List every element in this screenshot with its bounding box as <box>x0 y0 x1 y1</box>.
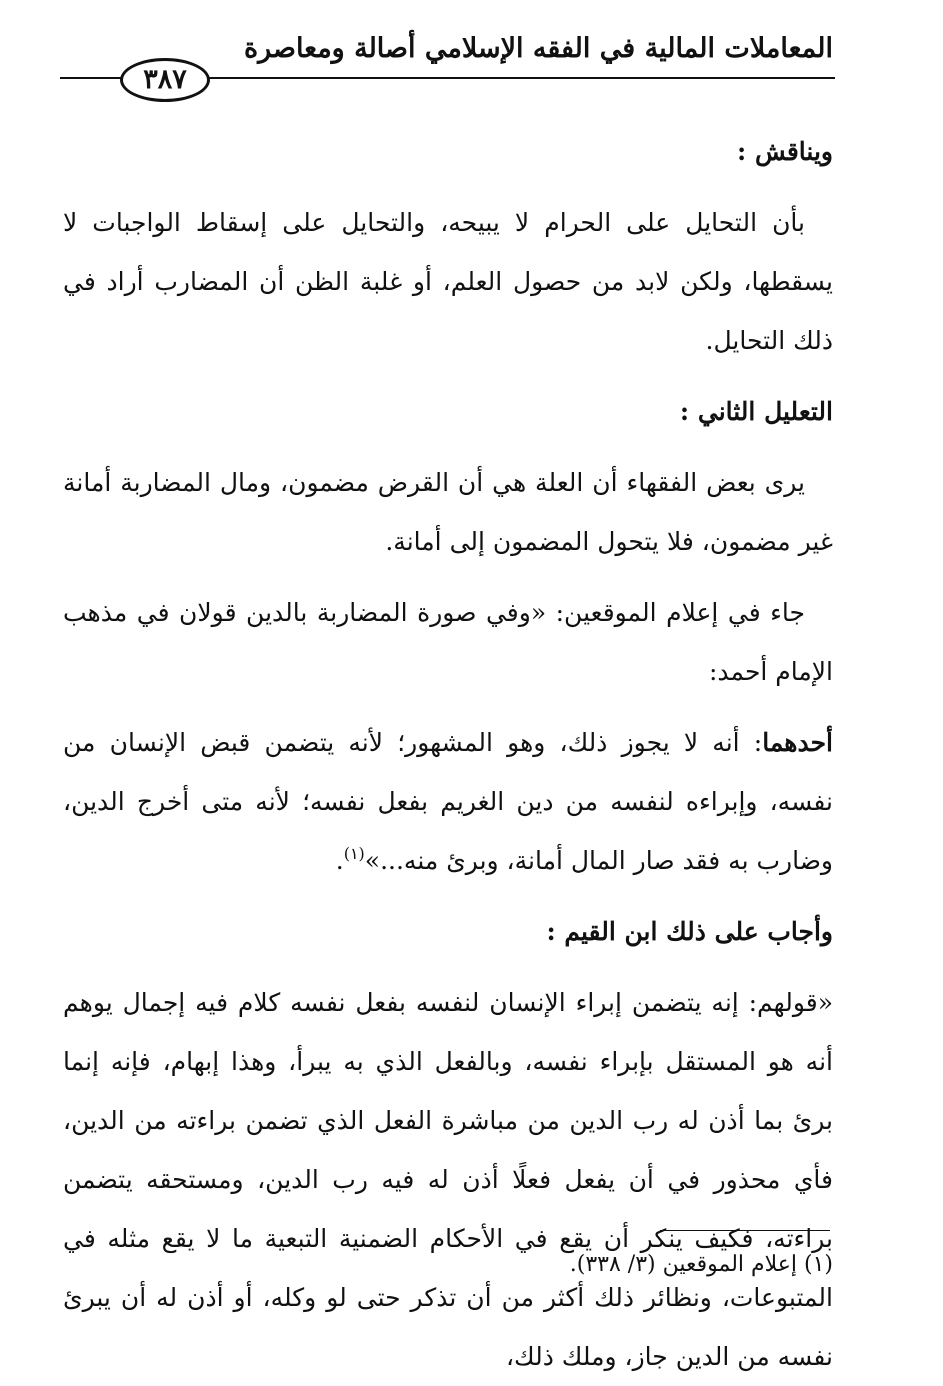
footnote-text: (١) إعلام الموقعين (٣/ ٣٣٨). <box>569 1252 833 1277</box>
heading-ibn-alqayyim-reply: وأجاب على ذلك ابن القيم : <box>546 917 833 946</box>
page-number-badge: ٣٨٧ <box>120 58 210 102</box>
first-opinion-text: : أنه لا يجوز ذلك، وهو المشهور؛ لأنه يتضمن قبض الإنسان من نفسه، وإبراءه لنفسه من دين الغريم بفعل نفسه؛ لأنه متى أخرج الدين، وضارب به فقد صار المال أمانة، وبرئ منه...» <box>63 728 833 875</box>
heading-second-reason: التعليل الثاني : <box>679 397 833 426</box>
running-header-title: المعاملات المالية في الفقه الإسلامي أصالة ومعاصرة <box>243 33 833 64</box>
paragraph-first-opinion <box>63 713 833 890</box>
page-body <box>63 122 833 1386</box>
heading-discussion: ويناقش : <box>737 137 833 166</box>
paragraph-discussion: بأن التحايل على الحرام لا يبيحه، والتحايل على إسقاط الواجبات لا يسقطها، ولكن لابد من حصول العلم، أو غلبة الظن أن المضارب أراد في ذلك التحايل. <box>63 208 833 355</box>
footnote-reference[interactable]: (١) <box>343 844 365 863</box>
paragraph-second-reason: يرى بعض الفقهاء أن العلة هي أن القرض مضمون، ومال المضاربة أمانة غير مضمون، فلا يتحول المضمون إلى أمانة. <box>63 468 833 556</box>
footnote-rule <box>660 1230 830 1231</box>
paragraph-reply: «قولهم: إنه يتضمن إبراء الإنسان لنفسه بفعل نفسه كلام فيه إجمال يوهم أنه هو المستقل بإبراء نفسه، وبالفعل الذي به يبرأ، وهذا إبهام، فإنه إنما برئ بما أذن له رب الدين من مباشرة الفعل الذي تضمن براءته من الدين، فأي محذور في أن يفعل فعلًا أذن له فيه رب الدين، ومستحقه يتضمن براءته، فكيف ينكر أن يقع في الأحكام الضمنية التبعية ما لا يقع مثله في المتبوعات، ونظائر ذلك أكثر من أن تذكر حتى لو وكله، أو أذن له أن يبرئ نفسه من الدين جاز، وملك ذلك، <box>63 988 833 1371</box>
first-opinion-lead: أحدهما <box>762 728 833 757</box>
paragraph-quote-intro: جاء في إعلام الموقعين: «وفي صورة المضاربة بالدين قولان في مذهب الإمام أحمد: <box>63 598 833 686</box>
first-opinion-end: . <box>335 846 344 875</box>
